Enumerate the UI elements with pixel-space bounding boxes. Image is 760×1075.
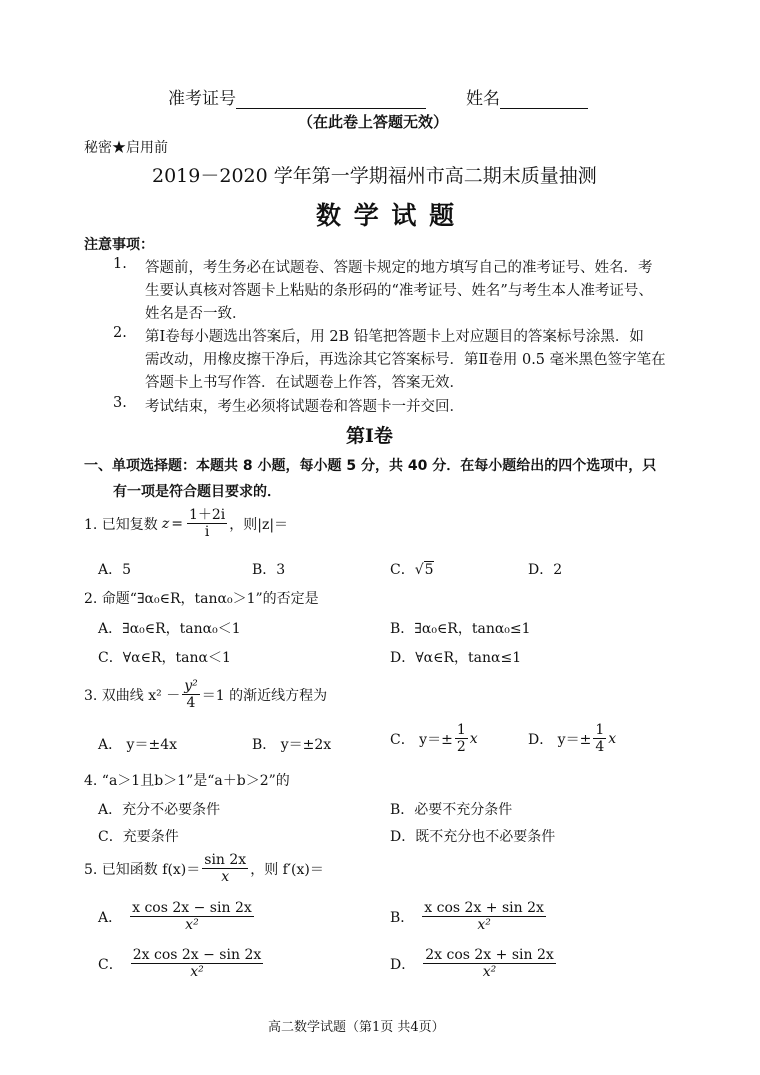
q3-option-d-label: D． y＝± — [528, 731, 592, 748]
page-footer: 高二数学试题（第1页 共4页） — [268, 1020, 445, 1035]
q5-option-d-frac — [423, 947, 556, 980]
question-4-stem: 4. “a＞1且b＞1”是“a＋b＞2”的 — [84, 773, 290, 789]
q3-option-a: A． y＝±4x — [98, 737, 178, 753]
q5-c-den: x² — [190, 964, 204, 981]
exam-id-field — [168, 84, 426, 109]
q5-option-d — [390, 947, 558, 980]
q5-option-c — [98, 947, 265, 980]
note-1-line-1: 答题前，考生务必在试题卷、答题卡规定的地方填写自己的准考证号、姓名．考 — [145, 260, 653, 276]
q3-den: 4 — [186, 695, 196, 712]
q1-prefix: 1. 已知复数 — [84, 516, 158, 533]
note-2-line-2: 需改动，用橡皮擦干净后，再选涂其它答案标号．第Ⅱ卷用 0.5 毫米黑色签字笔在 — [145, 352, 666, 368]
note-1-line-2: 生要认真核对答题卡上粘贴的条形码的“准考证号、姓名”与考生本人准考证号、 — [145, 283, 653, 299]
volume-title: 第Ⅰ卷 — [346, 425, 393, 447]
q5-c-num: 2x cos 2x − sin 2x — [132, 947, 262, 963]
q3-d-num: 1 — [595, 722, 605, 738]
q5-option-d-label: D． — [390, 956, 416, 973]
q5-option-a-label: A． — [98, 909, 123, 926]
q5-option-b-label: B． — [390, 909, 415, 926]
q1-option-c-sqrt: 5 — [424, 562, 434, 578]
note-1-num: 1. — [113, 256, 127, 272]
q3-prefix: 3. 双曲线 x² － — [84, 687, 181, 704]
note-2-line-1: 第Ⅰ卷每小题选出答案后，用 2B 铅笔把答题卡上对应题目的答案标号涂黑．如 — [145, 329, 644, 345]
q5-d-num: 2x cos 2x + sin 2x — [425, 947, 554, 963]
q5-option-c-frac — [131, 947, 264, 980]
q5-option-a-frac — [130, 900, 254, 933]
section-intro-line-2: 有一项是符合题目要求的． — [113, 484, 281, 500]
name-field — [466, 84, 588, 109]
name-blank — [500, 94, 588, 109]
q4-option-d: D．既不充分也不必要条件 — [390, 829, 556, 845]
exam-title: 2019－2020 学年第一学期福州市高二期末质量抽测 — [152, 165, 597, 187]
q3-option-c — [390, 722, 478, 755]
note-2-num: 2. — [113, 325, 127, 341]
q1-eq: = — [171, 515, 183, 532]
q5-option-a — [98, 900, 256, 933]
q5-option-b — [390, 900, 548, 933]
q3-option-d-x: x — [608, 730, 617, 747]
q3-option-c-x: x — [469, 730, 478, 747]
q3-option-b: B． y＝±2x — [252, 737, 332, 753]
note-3-num: 3. — [113, 395, 127, 411]
q3-num: y² — [184, 678, 198, 694]
note-1-line-3: 姓名是否一致． — [145, 306, 247, 322]
q2-option-c: C．∀α∈R，tanα＜1 — [98, 650, 231, 666]
note-2-line-3: 答题卡上书写作答．在试题卷上作答，答案无效． — [145, 375, 464, 391]
question-3-stem — [84, 678, 327, 711]
q1-num: 1＋2i — [188, 507, 226, 523]
q3-fraction — [182, 678, 200, 711]
q1-option-a: A．5 — [98, 562, 132, 578]
secret-label: 秘密★启用前 — [84, 140, 168, 156]
question-1-stem — [84, 507, 288, 540]
q3-option-d-frac — [593, 722, 606, 755]
q1-suffix: ，则|z|＝ — [229, 516, 289, 533]
q1-option-b: B．3 — [252, 562, 286, 578]
q5-num: sin 2x — [204, 852, 247, 868]
q4-option-a: A．充分不必要条件 — [98, 802, 221, 818]
q5-option-b-frac — [422, 900, 546, 933]
question-2-stem: 2. 命题“∃α₀∈R，tanα₀＞1”的否定是 — [84, 591, 319, 607]
q5-b-den: x² — [477, 917, 491, 934]
q5-option-c-label: C． — [98, 956, 123, 973]
question-5-stem — [84, 852, 324, 885]
subject-title: 数 学 试 题 — [316, 201, 457, 230]
name-label: 姓名 — [466, 89, 500, 109]
q3-d-den: 4 — [595, 739, 605, 756]
q1-den: i — [204, 524, 210, 541]
q5-suffix: ，则 f′(x)＝ — [250, 861, 324, 878]
q2-option-b: B．∃α₀∈R，tanα₀≤1 — [390, 621, 531, 637]
note-3-line-1: 考试结束，考生必须将试题卷和答题卡一并交回． — [145, 399, 464, 415]
q5-a-den: x² — [185, 917, 199, 934]
q5-den: x — [221, 869, 230, 886]
q5-fraction — [202, 852, 248, 885]
q3-suffix: ＝1 的渐近线方程为 — [201, 687, 328, 704]
q5-prefix: 5. 已知函数 f(x)＝ — [84, 861, 201, 878]
exam-id-blank — [236, 94, 426, 109]
q5-a-num: x cos 2x − sin 2x — [132, 900, 252, 916]
q5-b-num: x cos 2x + sin 2x — [424, 900, 544, 916]
q1-z: z — [161, 515, 170, 532]
q4-option-c: C．充要条件 — [98, 829, 179, 845]
notes-heading: 注意事项： — [84, 237, 154, 253]
q1-fraction — [187, 507, 227, 540]
q3-c-den: 2 — [456, 739, 466, 756]
q3-c-num: 1 — [456, 722, 466, 738]
exam-id-label: 准考证号 — [168, 89, 236, 109]
q2-option-d: D．∀α∈R，tanα≤1 — [390, 650, 522, 666]
q2-option-a: A．∃α₀∈R，tanα₀＜1 — [98, 621, 241, 637]
q3-option-c-frac — [455, 722, 468, 755]
q3-option-c-label: C． y＝± — [390, 731, 453, 748]
q5-d-den: x² — [482, 964, 497, 981]
q3-option-d — [528, 722, 616, 755]
q1-option-c: C．√5 — [390, 562, 434, 578]
q4-option-b: B．必要不充分条件 — [390, 802, 513, 818]
q1-option-c-label: C． — [390, 562, 415, 578]
q1-option-d: D．2 — [528, 562, 563, 578]
section-intro-line-1: 一、单项选择题：本题共 8 小题，每小题 5 分，共 40 分．在每小题给出的四个选项中，只 — [84, 458, 657, 474]
invalid-note: （在此卷上答题无效） — [298, 113, 449, 131]
